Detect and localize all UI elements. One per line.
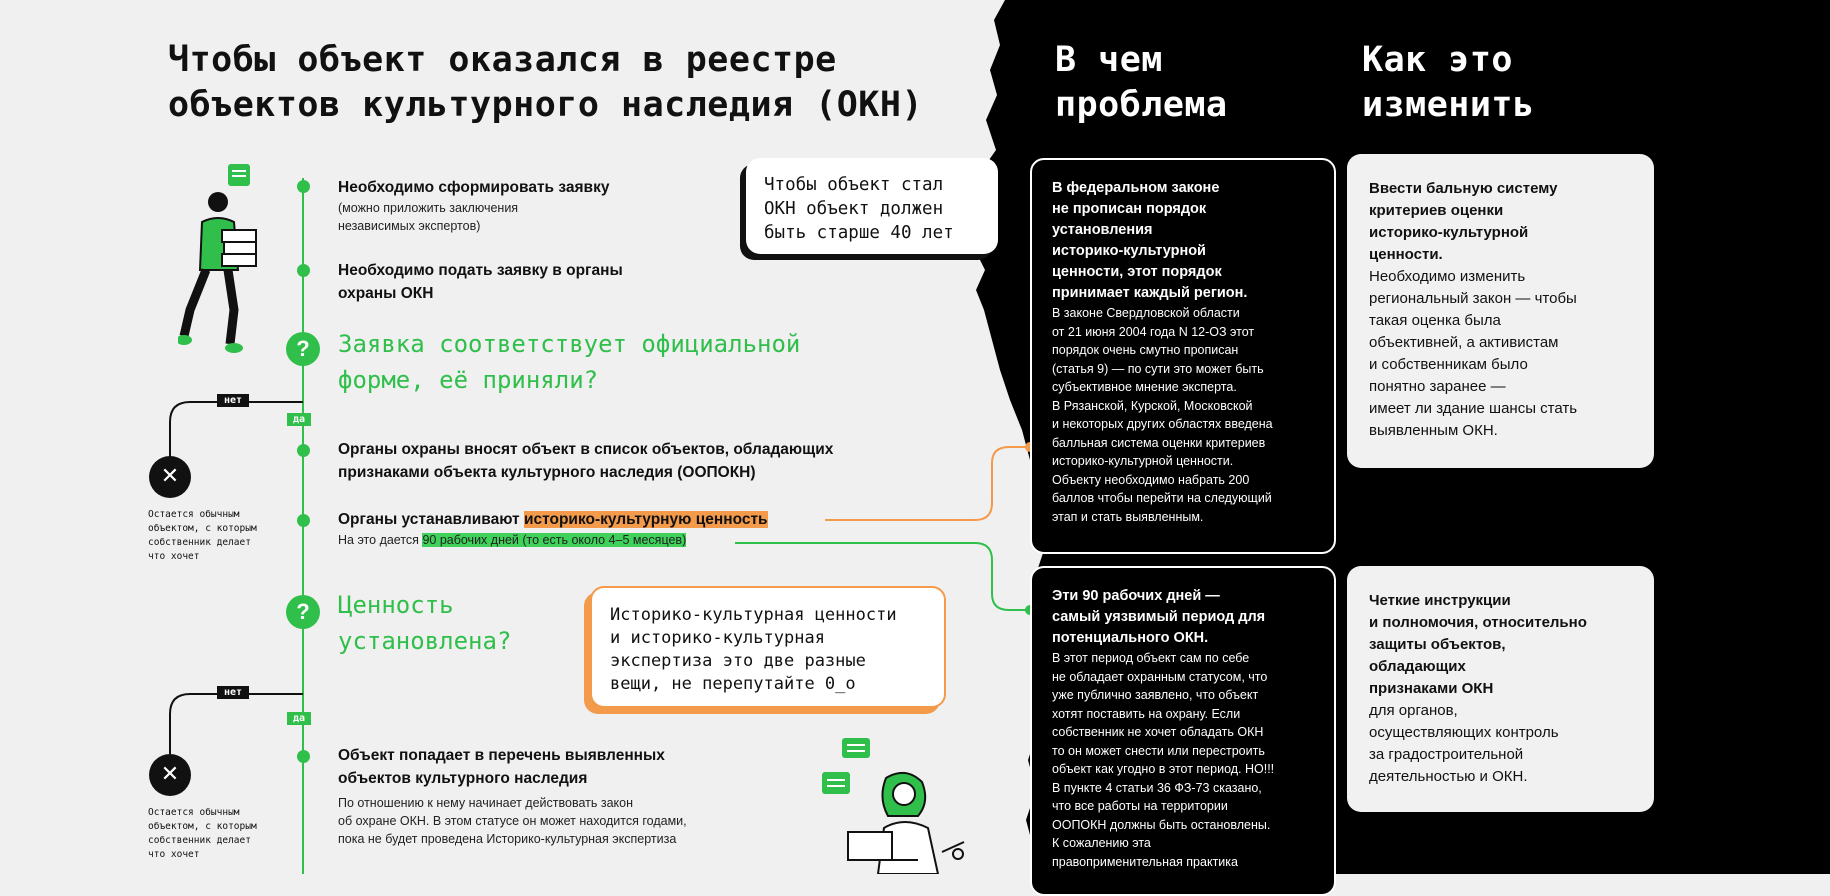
step-4-sub: [338, 531, 768, 549]
change-title-line-2: изменить: [1362, 85, 1535, 125]
step-1-title: Необходимо сформировать заявку: [338, 179, 610, 196]
problem-1-h-6: принимает каждый регион.: [1052, 285, 1248, 301]
change-2-h-5: признаками ОКН: [1369, 680, 1494, 697]
change-1-h-4: ценности.: [1369, 246, 1443, 263]
problem-1-h-1: В федеральном законе: [1052, 180, 1220, 196]
step-4-title-pre: Органы устанавливают: [338, 511, 524, 528]
step-4-sub-pre: На это дается: [338, 533, 423, 547]
problem-2-b-12: правоприменительная практика: [1052, 854, 1238, 869]
change-2-b-2: осуществляющих контроль: [1369, 724, 1559, 741]
problem-2-b-8: В пункте 4 статьи 36 ФЗ-73 сказано,: [1052, 780, 1262, 795]
problem-title-line-1: В чем: [1055, 40, 1163, 80]
problem-1-h-5: ценности, этот порядок: [1052, 264, 1222, 280]
change-2-h-1: Четкие инструкции: [1369, 592, 1511, 609]
change-1-b-3: такая оценка была: [1369, 312, 1501, 329]
step-4-title: [338, 508, 768, 531]
question-2-line-2: установлена?: [338, 627, 512, 655]
step-2-title-2: охраны ОКН: [338, 285, 434, 302]
reject-1-line-3: собственник делает: [148, 537, 251, 548]
problem-1-h-4: историко-культурной: [1052, 243, 1206, 259]
problem-title-line-2: проблема: [1055, 85, 1228, 125]
note-age-line-2: ОКН объект должен: [764, 199, 944, 219]
step-4-title-highlight: историко-культурную ценность: [523, 511, 768, 528]
branch-2-no-tag: нет: [217, 686, 249, 699]
change-1-h-2: критериев оценки: [1369, 202, 1504, 219]
change-1-b-1: Необходимо изменить: [1369, 268, 1526, 285]
change-2-b-3: за градостроительной: [1369, 746, 1524, 763]
change-2-b-4: деятельностью и ОКН.: [1369, 768, 1528, 785]
question-2-line-1: Ценность: [338, 591, 454, 619]
change-1-b-2: региональный закон — чтобы: [1369, 290, 1577, 307]
note-age-line-1: Чтобы объект стал: [764, 175, 944, 195]
reject-1-text: [148, 508, 257, 564]
change-1-b-4: объективней, а активистам: [1369, 334, 1559, 351]
change-2-b-1: для органов,: [1369, 702, 1458, 719]
problem-2-b-3: уже публично заявлено, что объект: [1052, 688, 1259, 702]
step-5-sub-3: пока не будет проведена Историко-культурная экспертиза: [338, 832, 677, 846]
question-1-line-2: форме, её приняли?: [338, 366, 599, 394]
reject-1-icon: ✕: [149, 456, 191, 498]
problem-2-b-1: В этот период объект сам по себе: [1052, 651, 1250, 665]
step-4-sub-highlight: 90 рабочих дней (то есть около 4–5 месяцев): [422, 533, 687, 547]
change-title-line-1: Как это: [1362, 40, 1514, 80]
question-2: [338, 587, 511, 659]
step-4: [338, 508, 768, 549]
note-diff-line-1: Историко-культурная ценности: [610, 605, 897, 625]
problem-2-b-10: ООПОКН должны быть остановлены.: [1052, 817, 1271, 832]
step-5-sub-2: об охране ОКН. В этом статусе он может находится годами,: [338, 814, 687, 828]
step-2: [338, 259, 623, 305]
change-2-h-3: защиты объектов,: [1369, 636, 1506, 653]
reject-2-line-3: собственник делает: [148, 835, 251, 846]
problem-1-b-10: Объекту необходимо набрать 200: [1052, 472, 1250, 487]
problem-1-b-6: В Рязанской, Курской, Московской: [1052, 398, 1253, 413]
problem-1-b-8: балльная система оценки критериев: [1052, 435, 1266, 450]
note-difference: [590, 586, 946, 708]
step-1-sub-2: независимых экспертов): [338, 219, 481, 233]
step-5: [338, 744, 687, 848]
step-3-title-1: Органы охраны вносят объект в список объектов, обладающих: [338, 441, 834, 458]
reject-2-text: [148, 806, 257, 862]
question-1-line-1: Заявка соответствует официальной: [338, 330, 801, 358]
problem-1-b-7: и некоторых других областях введена: [1052, 417, 1273, 431]
step-5-dot: [297, 750, 310, 763]
problem-1-b-3: порядок очень смутно прописан: [1052, 343, 1239, 357]
problem-2-b-4: хотят поставить на охрану. Если: [1052, 706, 1241, 721]
problem-2-h-1: Эти 90 рабочих дней —: [1052, 588, 1220, 604]
problem-2-b-7: объект как угодно в этот период. НО!!!: [1052, 762, 1275, 776]
problem-2-b-5: собственник не хочет обладать ОКН: [1052, 725, 1264, 739]
change-1-b-5: и собственникам было: [1369, 356, 1528, 373]
reject-2-icon: ✕: [149, 754, 191, 796]
note-age-line-3: быть старше 40 лет: [764, 223, 954, 243]
step-1-dot: [297, 180, 310, 193]
problem-1-b-1: В законе Свердловской области: [1052, 306, 1240, 320]
problem-2-h-2: самый уязвимый период для: [1052, 609, 1266, 625]
problem-card-1: [1030, 158, 1336, 554]
courier-illustration: [178, 160, 260, 360]
step-2-dot: [297, 264, 310, 277]
note-age: [746, 158, 998, 254]
reject-1-line-4: что хочет: [148, 551, 200, 562]
reject-1-line-1: Остается обычным: [148, 509, 240, 520]
question-2-icon: ?: [286, 595, 320, 629]
problem-2-b-9: что все работы на территории: [1052, 799, 1228, 813]
problem-1-b-12: этап и стать выявленным.: [1052, 509, 1204, 524]
step-5-title-2: объектов культурного наследия: [338, 770, 588, 787]
change-card-2: [1347, 566, 1654, 812]
problem-card-2: [1030, 566, 1336, 896]
problem-1-b-4: (статья 9) — по сути это может быть: [1052, 361, 1264, 376]
problem-2-b-11: К сожалению эта: [1052, 836, 1151, 850]
problem-1-h-2: не прописан порядок: [1052, 201, 1207, 217]
change-1-h-1: Ввести бальную систему: [1369, 180, 1558, 197]
branch-1-yes-tag: да: [287, 413, 311, 426]
problem-1-h-3: установления: [1052, 222, 1153, 238]
woman-laptop-illustration: [818, 732, 968, 874]
problem-1-b-11: баллов чтобы перейти на следующий: [1052, 491, 1272, 505]
step-1-sub-1: (можно приложить заключения: [338, 201, 519, 215]
question-1: [338, 326, 800, 398]
branch-1-no-tag: нет: [217, 394, 249, 407]
problem-2-b-6: то он может снести или перестроить: [1052, 743, 1265, 758]
main-title-line-1: Чтобы объект оказался в реестре: [168, 40, 837, 80]
change-1-b-6: понятно заранее —: [1369, 378, 1506, 395]
reject-2-line-2: объектом, с которым: [148, 821, 257, 832]
step-3: [338, 438, 833, 484]
problem-1-b-9: историко-культурной ценности.: [1052, 454, 1234, 468]
reject-2-line-1: Остается обычным: [148, 807, 240, 818]
main-title-line-2: объектов культурного наследия (ОКН): [168, 85, 924, 125]
change-1-h-3: историко-культурной: [1369, 224, 1529, 241]
change-card-1: [1347, 154, 1654, 468]
change-2-h-2: и полномочия, относительно: [1369, 614, 1587, 631]
step-2-title-1: Необходимо подать заявку в органы: [338, 262, 623, 279]
change-1-b-8: выявленным ОКН.: [1369, 422, 1498, 439]
problem-2-h-3: потенциального ОКН.: [1052, 630, 1209, 646]
note-diff-line-3: экспертиза это две разные: [610, 651, 866, 671]
step-3-dot: [297, 444, 310, 457]
problem-2-b-2: не обладает охранным статусом, что: [1052, 669, 1268, 684]
change-1-b-7: имеет ли здание шансы стать: [1369, 400, 1578, 417]
problem-1-b-2: от 21 июня 2004 года N 12-ОЗ этот: [1052, 324, 1255, 339]
question-1-icon: ?: [286, 332, 320, 366]
step-5-title-1: Объект попадает в перечень выявленных: [338, 747, 665, 764]
note-diff-line-4: вещи, не перепутайте 0_о: [610, 674, 856, 694]
change-2-h-4: обладающих: [1369, 658, 1466, 675]
note-diff-line-2: и историко-культурная: [610, 628, 825, 648]
problem-1-b-5: субъективное мнение эксперта.: [1052, 380, 1237, 394]
step-4-dot: [297, 514, 310, 527]
step-1: [338, 176, 609, 235]
step-3-title-2: признаками объекта культурного наследия (ООПОКН): [338, 464, 756, 481]
step-5-sub-1: По отношению к нему начинает действовать закон: [338, 796, 633, 810]
reject-1-line-2: объектом, с которым: [148, 523, 257, 534]
reject-2-line-4: что хочет: [148, 849, 200, 860]
branch-2-yes-tag: да: [287, 712, 311, 725]
